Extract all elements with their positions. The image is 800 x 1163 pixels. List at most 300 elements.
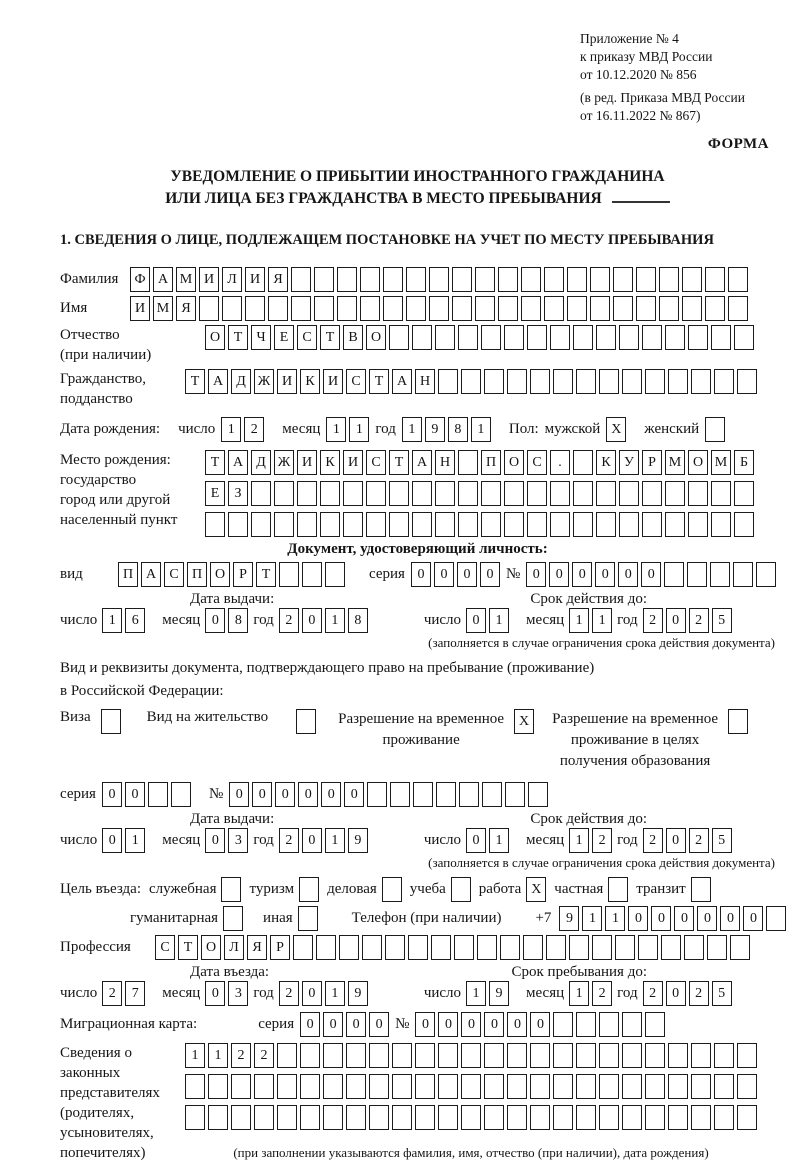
- char-cell[interactable]: О: [688, 450, 708, 475]
- char-cell[interactable]: Т: [256, 562, 276, 587]
- char-cell[interactable]: [521, 267, 541, 292]
- char-cell[interactable]: [475, 267, 495, 292]
- char-cell[interactable]: [297, 512, 317, 537]
- char-cell[interactable]: [599, 1074, 619, 1099]
- char-cell[interactable]: [277, 1074, 297, 1099]
- char-cell[interactable]: [619, 512, 639, 537]
- char-cell[interactable]: [291, 296, 311, 321]
- char-cell[interactable]: [385, 935, 405, 960]
- char-cell[interactable]: [705, 267, 725, 292]
- char-cell[interactable]: 2: [689, 828, 709, 853]
- char-cell[interactable]: 2: [254, 1043, 274, 1068]
- char-cell[interactable]: 5: [712, 608, 732, 633]
- char-cell[interactable]: [642, 512, 662, 537]
- char-cell[interactable]: [339, 935, 359, 960]
- char-cell[interactable]: 1: [402, 417, 422, 442]
- char-cell[interactable]: [766, 906, 786, 931]
- char-cell[interactable]: Т: [369, 369, 389, 394]
- char-cell[interactable]: [691, 1074, 711, 1099]
- char-cell[interactable]: [300, 1043, 320, 1068]
- char-cell[interactable]: Р: [270, 935, 290, 960]
- char-cell[interactable]: [668, 1074, 688, 1099]
- char-cell[interactable]: 1: [125, 828, 145, 853]
- char-cell[interactable]: 2: [244, 417, 264, 442]
- char-cell[interactable]: [590, 296, 610, 321]
- char-cell[interactable]: 0: [628, 906, 648, 931]
- char-cell[interactable]: [592, 935, 612, 960]
- char-cell[interactable]: 3: [228, 981, 248, 1006]
- char-cell[interactable]: 6: [125, 608, 145, 633]
- char-cell[interactable]: [684, 935, 704, 960]
- char-cell[interactable]: [714, 1043, 734, 1068]
- char-cell[interactable]: [438, 1105, 458, 1130]
- char-cell[interactable]: [222, 296, 242, 321]
- char-cell[interactable]: [668, 1043, 688, 1068]
- char-cell[interactable]: 8: [448, 417, 468, 442]
- char-cell[interactable]: [221, 877, 241, 902]
- char-cell[interactable]: 1: [471, 417, 491, 442]
- char-cell[interactable]: [642, 325, 662, 350]
- char-cell[interactable]: [438, 1074, 458, 1099]
- char-cell[interactable]: [622, 369, 642, 394]
- char-cell[interactable]: [346, 1043, 366, 1068]
- char-cell[interactable]: [619, 481, 639, 506]
- char-cell[interactable]: Я: [176, 296, 196, 321]
- char-cell[interactable]: [314, 267, 334, 292]
- char-cell[interactable]: С: [155, 935, 175, 960]
- char-cell[interactable]: [553, 369, 573, 394]
- char-cell[interactable]: [228, 512, 248, 537]
- char-cell[interactable]: 0: [434, 562, 454, 587]
- char-cell[interactable]: [302, 562, 322, 587]
- char-cell[interactable]: 0: [369, 1012, 389, 1037]
- char-cell[interactable]: И: [277, 369, 297, 394]
- char-cell[interactable]: 1: [569, 608, 589, 633]
- char-cell[interactable]: [406, 267, 426, 292]
- char-cell[interactable]: В: [343, 325, 363, 350]
- char-cell[interactable]: [573, 450, 593, 475]
- char-cell[interactable]: [254, 1074, 274, 1099]
- char-cell[interactable]: [691, 1043, 711, 1068]
- char-cell[interactable]: 9: [489, 981, 509, 1006]
- char-cell[interactable]: [296, 709, 316, 734]
- char-cell[interactable]: [504, 325, 524, 350]
- char-cell[interactable]: 2: [689, 981, 709, 1006]
- char-cell[interactable]: [481, 512, 501, 537]
- char-cell[interactable]: [711, 481, 731, 506]
- char-cell[interactable]: [435, 481, 455, 506]
- char-cell[interactable]: [454, 935, 474, 960]
- char-cell[interactable]: [360, 267, 380, 292]
- char-cell[interactable]: 2: [279, 608, 299, 633]
- char-cell[interactable]: [622, 1012, 642, 1037]
- char-cell[interactable]: 0: [125, 782, 145, 807]
- char-cell[interactable]: [231, 1074, 251, 1099]
- char-cell[interactable]: [530, 369, 550, 394]
- char-cell[interactable]: [737, 1074, 757, 1099]
- char-cell[interactable]: [615, 935, 635, 960]
- char-cell[interactable]: [505, 782, 525, 807]
- char-cell[interactable]: [369, 1043, 389, 1068]
- char-cell[interactable]: [101, 709, 121, 734]
- char-cell[interactable]: [389, 512, 409, 537]
- char-cell[interactable]: 1: [325, 608, 345, 633]
- char-cell[interactable]: У: [619, 450, 639, 475]
- char-cell[interactable]: [668, 1105, 688, 1130]
- char-cell[interactable]: X: [526, 877, 546, 902]
- char-cell[interactable]: 2: [231, 1043, 251, 1068]
- char-cell[interactable]: [688, 481, 708, 506]
- char-cell[interactable]: [320, 512, 340, 537]
- char-cell[interactable]: [268, 296, 288, 321]
- char-cell[interactable]: П: [187, 562, 207, 587]
- char-cell[interactable]: [682, 267, 702, 292]
- char-cell[interactable]: 1: [102, 608, 122, 633]
- char-cell[interactable]: 0: [205, 608, 225, 633]
- char-cell[interactable]: [576, 1043, 596, 1068]
- char-cell[interactable]: С: [297, 325, 317, 350]
- char-cell[interactable]: [300, 1074, 320, 1099]
- char-cell[interactable]: 0: [457, 562, 477, 587]
- char-cell[interactable]: [389, 325, 409, 350]
- char-cell[interactable]: [645, 1043, 665, 1068]
- char-cell[interactable]: [613, 267, 633, 292]
- char-cell[interactable]: 0: [666, 608, 686, 633]
- char-cell[interactable]: [346, 1074, 366, 1099]
- char-cell[interactable]: [636, 267, 656, 292]
- char-cell[interactable]: Р: [642, 450, 662, 475]
- char-cell[interactable]: [613, 296, 633, 321]
- char-cell[interactable]: И: [130, 296, 150, 321]
- char-cell[interactable]: М: [711, 450, 731, 475]
- char-cell[interactable]: И: [343, 450, 363, 475]
- char-cell[interactable]: [461, 369, 481, 394]
- char-cell[interactable]: [665, 512, 685, 537]
- char-cell[interactable]: 2: [592, 981, 612, 1006]
- char-cell[interactable]: [553, 1105, 573, 1130]
- char-cell[interactable]: [277, 1043, 297, 1068]
- char-cell[interactable]: [251, 481, 271, 506]
- char-cell[interactable]: А: [412, 450, 432, 475]
- char-cell[interactable]: [691, 877, 711, 902]
- char-cell[interactable]: 3: [228, 828, 248, 853]
- char-cell[interactable]: [461, 1043, 481, 1068]
- char-cell[interactable]: [148, 782, 168, 807]
- char-cell[interactable]: [389, 481, 409, 506]
- char-cell[interactable]: 0: [323, 1012, 343, 1037]
- char-cell[interactable]: 1: [582, 906, 602, 931]
- char-cell[interactable]: 0: [302, 608, 322, 633]
- char-cell[interactable]: Т: [389, 450, 409, 475]
- char-cell[interactable]: [415, 1105, 435, 1130]
- char-cell[interactable]: А: [153, 267, 173, 292]
- char-cell[interactable]: 8: [348, 608, 368, 633]
- char-cell[interactable]: .: [550, 450, 570, 475]
- char-cell[interactable]: С: [366, 450, 386, 475]
- char-cell[interactable]: 0: [344, 782, 364, 807]
- char-cell[interactable]: 0: [549, 562, 569, 587]
- char-cell[interactable]: [573, 481, 593, 506]
- char-cell[interactable]: [458, 325, 478, 350]
- char-cell[interactable]: [223, 906, 243, 931]
- char-cell[interactable]: 0: [666, 828, 686, 853]
- char-cell[interactable]: 0: [530, 1012, 550, 1037]
- char-cell[interactable]: 2: [689, 608, 709, 633]
- char-cell[interactable]: 1: [185, 1043, 205, 1068]
- char-cell[interactable]: [596, 481, 616, 506]
- char-cell[interactable]: Т: [205, 450, 225, 475]
- char-cell[interactable]: Ж: [254, 369, 274, 394]
- char-cell[interactable]: [452, 267, 472, 292]
- char-cell[interactable]: [710, 562, 730, 587]
- char-cell[interactable]: 2: [643, 981, 663, 1006]
- char-cell[interactable]: X: [514, 709, 534, 734]
- char-cell[interactable]: [484, 1074, 504, 1099]
- char-cell[interactable]: [553, 1043, 573, 1068]
- char-cell[interactable]: [498, 267, 518, 292]
- char-cell[interactable]: [668, 369, 688, 394]
- char-cell[interactable]: [528, 782, 548, 807]
- char-cell[interactable]: О: [504, 450, 524, 475]
- char-cell[interactable]: 0: [461, 1012, 481, 1037]
- char-cell[interactable]: П: [481, 450, 501, 475]
- char-cell[interactable]: [553, 1012, 573, 1037]
- char-cell[interactable]: Д: [231, 369, 251, 394]
- char-cell[interactable]: [638, 935, 658, 960]
- char-cell[interactable]: [507, 1043, 527, 1068]
- char-cell[interactable]: [734, 512, 754, 537]
- char-cell[interactable]: 7: [125, 981, 145, 1006]
- char-cell[interactable]: [705, 296, 725, 321]
- char-cell[interactable]: О: [205, 325, 225, 350]
- char-cell[interactable]: [599, 1012, 619, 1037]
- char-cell[interactable]: [659, 267, 679, 292]
- char-cell[interactable]: 1: [466, 981, 486, 1006]
- char-cell[interactable]: Ж: [274, 450, 294, 475]
- char-cell[interactable]: [482, 782, 502, 807]
- char-cell[interactable]: 2: [643, 828, 663, 853]
- char-cell[interactable]: 1: [605, 906, 625, 931]
- char-cell[interactable]: [530, 1074, 550, 1099]
- char-cell[interactable]: [645, 1012, 665, 1037]
- char-cell[interactable]: [728, 709, 748, 734]
- char-cell[interactable]: 0: [302, 981, 322, 1006]
- char-cell[interactable]: П: [118, 562, 138, 587]
- char-cell[interactable]: 8: [228, 608, 248, 633]
- char-cell[interactable]: [392, 1074, 412, 1099]
- char-cell[interactable]: [346, 1105, 366, 1130]
- char-cell[interactable]: [622, 1074, 642, 1099]
- char-cell[interactable]: [590, 267, 610, 292]
- char-cell[interactable]: [360, 296, 380, 321]
- char-cell[interactable]: О: [366, 325, 386, 350]
- char-cell[interactable]: 0: [674, 906, 694, 931]
- char-cell[interactable]: [481, 325, 501, 350]
- char-cell[interactable]: 1: [325, 828, 345, 853]
- char-cell[interactable]: [382, 877, 402, 902]
- char-cell[interactable]: [325, 562, 345, 587]
- char-cell[interactable]: [390, 782, 410, 807]
- char-cell[interactable]: [199, 296, 219, 321]
- char-cell[interactable]: 0: [205, 828, 225, 853]
- char-cell[interactable]: [599, 1105, 619, 1130]
- char-cell[interactable]: Р: [233, 562, 253, 587]
- char-cell[interactable]: [691, 369, 711, 394]
- char-cell[interactable]: [171, 782, 191, 807]
- char-cell[interactable]: 0: [641, 562, 661, 587]
- char-cell[interactable]: Ч: [251, 325, 271, 350]
- char-cell[interactable]: [477, 935, 497, 960]
- char-cell[interactable]: А: [392, 369, 412, 394]
- char-cell[interactable]: 2: [102, 981, 122, 1006]
- char-cell[interactable]: [664, 562, 684, 587]
- char-cell[interactable]: [734, 481, 754, 506]
- char-cell[interactable]: С: [527, 450, 547, 475]
- char-cell[interactable]: Я: [247, 935, 267, 960]
- char-cell[interactable]: 0: [526, 562, 546, 587]
- char-cell[interactable]: Н: [435, 450, 455, 475]
- char-cell[interactable]: [596, 325, 616, 350]
- char-cell[interactable]: 2: [592, 828, 612, 853]
- char-cell[interactable]: [687, 562, 707, 587]
- char-cell[interactable]: [711, 325, 731, 350]
- char-cell[interactable]: [737, 1043, 757, 1068]
- char-cell[interactable]: [293, 935, 313, 960]
- char-cell[interactable]: 1: [592, 608, 612, 633]
- char-cell[interactable]: 0: [466, 608, 486, 633]
- char-cell[interactable]: [298, 906, 318, 931]
- char-cell[interactable]: Т: [178, 935, 198, 960]
- char-cell[interactable]: Л: [224, 935, 244, 960]
- char-cell[interactable]: 0: [618, 562, 638, 587]
- char-cell[interactable]: 0: [415, 1012, 435, 1037]
- char-cell[interactable]: [408, 935, 428, 960]
- char-cell[interactable]: [415, 1074, 435, 1099]
- char-cell[interactable]: [277, 1105, 297, 1130]
- char-cell[interactable]: [185, 1074, 205, 1099]
- char-cell[interactable]: Е: [274, 325, 294, 350]
- char-cell[interactable]: Н: [415, 369, 435, 394]
- char-cell[interactable]: [645, 1074, 665, 1099]
- char-cell[interactable]: 0: [507, 1012, 527, 1037]
- char-cell[interactable]: [185, 1105, 205, 1130]
- char-cell[interactable]: [622, 1105, 642, 1130]
- char-cell[interactable]: М: [176, 267, 196, 292]
- char-cell[interactable]: И: [297, 450, 317, 475]
- char-cell[interactable]: 0: [252, 782, 272, 807]
- char-cell[interactable]: [362, 935, 382, 960]
- char-cell[interactable]: [665, 481, 685, 506]
- char-cell[interactable]: 1: [489, 828, 509, 853]
- char-cell[interactable]: [691, 1105, 711, 1130]
- char-cell[interactable]: Ф: [130, 267, 150, 292]
- char-cell[interactable]: [481, 481, 501, 506]
- char-cell[interactable]: 2: [279, 981, 299, 1006]
- char-cell[interactable]: [714, 1105, 734, 1130]
- char-cell[interactable]: 5: [712, 981, 732, 1006]
- char-cell[interactable]: [661, 935, 681, 960]
- char-cell[interactable]: [550, 481, 570, 506]
- char-cell[interactable]: [316, 935, 336, 960]
- char-cell[interactable]: [231, 1105, 251, 1130]
- char-cell[interactable]: Я: [268, 267, 288, 292]
- char-cell[interactable]: [383, 267, 403, 292]
- char-cell[interactable]: К: [320, 450, 340, 475]
- char-cell[interactable]: И: [245, 267, 265, 292]
- char-cell[interactable]: С: [346, 369, 366, 394]
- char-cell[interactable]: Б: [734, 450, 754, 475]
- char-cell[interactable]: 0: [300, 1012, 320, 1037]
- char-cell[interactable]: [413, 782, 433, 807]
- char-cell[interactable]: А: [208, 369, 228, 394]
- char-cell[interactable]: 0: [438, 1012, 458, 1037]
- char-cell[interactable]: [438, 369, 458, 394]
- char-cell[interactable]: [452, 296, 472, 321]
- char-cell[interactable]: [530, 1105, 550, 1130]
- char-cell[interactable]: 0: [229, 782, 249, 807]
- char-cell[interactable]: К: [596, 450, 616, 475]
- char-cell[interactable]: [205, 512, 225, 537]
- char-cell[interactable]: [412, 481, 432, 506]
- char-cell[interactable]: [550, 512, 570, 537]
- char-cell[interactable]: [688, 512, 708, 537]
- char-cell[interactable]: 0: [102, 782, 122, 807]
- char-cell[interactable]: 1: [208, 1043, 228, 1068]
- char-cell[interactable]: 0: [275, 782, 295, 807]
- char-cell[interactable]: [337, 296, 357, 321]
- char-cell[interactable]: [659, 296, 679, 321]
- char-cell[interactable]: 0: [572, 562, 592, 587]
- char-cell[interactable]: [383, 296, 403, 321]
- char-cell[interactable]: [544, 296, 564, 321]
- char-cell[interactable]: [431, 935, 451, 960]
- char-cell[interactable]: [573, 512, 593, 537]
- char-cell[interactable]: [728, 296, 748, 321]
- char-cell[interactable]: [498, 296, 518, 321]
- char-cell[interactable]: 0: [346, 1012, 366, 1037]
- char-cell[interactable]: [208, 1074, 228, 1099]
- char-cell[interactable]: [500, 935, 520, 960]
- char-cell[interactable]: О: [210, 562, 230, 587]
- char-cell[interactable]: 0: [480, 562, 500, 587]
- char-cell[interactable]: 0: [298, 782, 318, 807]
- char-cell[interactable]: 1: [349, 417, 369, 442]
- char-cell[interactable]: 5: [712, 828, 732, 853]
- char-cell[interactable]: 0: [466, 828, 486, 853]
- char-cell[interactable]: [622, 1043, 642, 1068]
- char-cell[interactable]: [366, 512, 386, 537]
- char-cell[interactable]: 0: [595, 562, 615, 587]
- char-cell[interactable]: 1: [325, 981, 345, 1006]
- char-cell[interactable]: 1: [569, 828, 589, 853]
- char-cell[interactable]: Т: [228, 325, 248, 350]
- char-cell[interactable]: [458, 450, 478, 475]
- char-cell[interactable]: [412, 325, 432, 350]
- char-cell[interactable]: [366, 481, 386, 506]
- char-cell[interactable]: [553, 1074, 573, 1099]
- char-cell[interactable]: [576, 1074, 596, 1099]
- char-cell[interactable]: [527, 481, 547, 506]
- char-cell[interactable]: 9: [425, 417, 445, 442]
- char-cell[interactable]: [429, 267, 449, 292]
- char-cell[interactable]: [546, 935, 566, 960]
- char-cell[interactable]: 0: [720, 906, 740, 931]
- char-cell[interactable]: [369, 1074, 389, 1099]
- char-cell[interactable]: 0: [321, 782, 341, 807]
- char-cell[interactable]: [435, 512, 455, 537]
- char-cell[interactable]: 1: [569, 981, 589, 1006]
- char-cell[interactable]: Т: [320, 325, 340, 350]
